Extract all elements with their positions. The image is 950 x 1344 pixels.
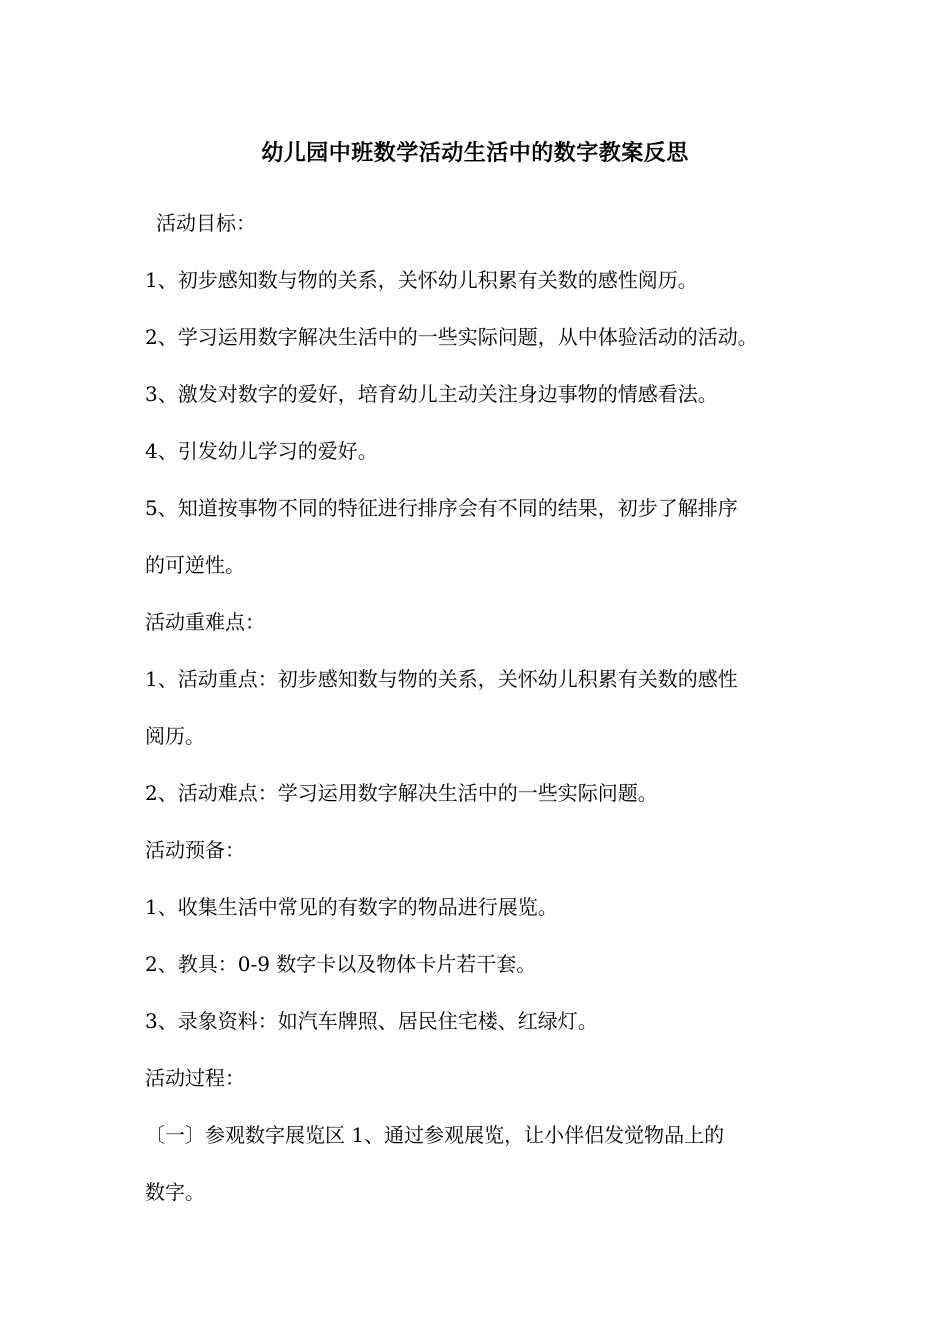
- section-heading-key-points: 活动重难点：: [145, 610, 265, 634]
- section-heading-goals: 活动目标：: [156, 211, 256, 235]
- document-body: [145, 208, 825, 1234]
- paragraph-line: 3、激发对数字的爱好，培育幼儿主动关注身边事物的情感看法。: [145, 382, 718, 406]
- paragraph-line: 1、初步感知数与物的关系，关怀幼儿积累有关数的感性阅历。: [145, 268, 698, 292]
- paragraph-line: 数字。: [145, 1180, 205, 1204]
- section-heading-process: 活动过程：: [145, 1066, 245, 1090]
- paragraph-line: 2、活动难点：学习运用数字解决生活中的一些实际问题。: [145, 781, 658, 805]
- paragraph-line: 5、知道按事物不同的特征进行排序会有不同的结果，初步了解排序: [145, 496, 738, 520]
- paragraph-line: 的可逆性。: [145, 553, 245, 577]
- paragraph-line: 〔一〕参观数字展览区 1、通过参观展览，让小伴侣发觉物品上的: [145, 1123, 725, 1147]
- paragraph-line: 1、收集生活中常见的有数字的物品进行展览。: [145, 895, 558, 919]
- document-title: 幼儿园中班数学活动生活中的数字教案反思: [261, 141, 689, 166]
- paragraph-line: 2、教具：0-9 数字卡以及物体卡片若干套。: [145, 952, 537, 976]
- paragraph-line: 2、学习运用数字解决生活中的一些实际问题，从中体验活动的活动。: [145, 325, 758, 349]
- paragraph-line: 4、引发幼儿学习的爱好。: [145, 439, 378, 463]
- paragraph-line: 3、录象资料：如汽车牌照、居民住宅楼、红绿灯。: [145, 1009, 598, 1033]
- paragraph-line: 1、活动重点：初步感知数与物的关系，关怀幼儿积累有关数的感性: [145, 667, 738, 691]
- paragraph-line: 阅历。: [145, 724, 205, 748]
- section-heading-preparation: 活动预备：: [145, 838, 245, 862]
